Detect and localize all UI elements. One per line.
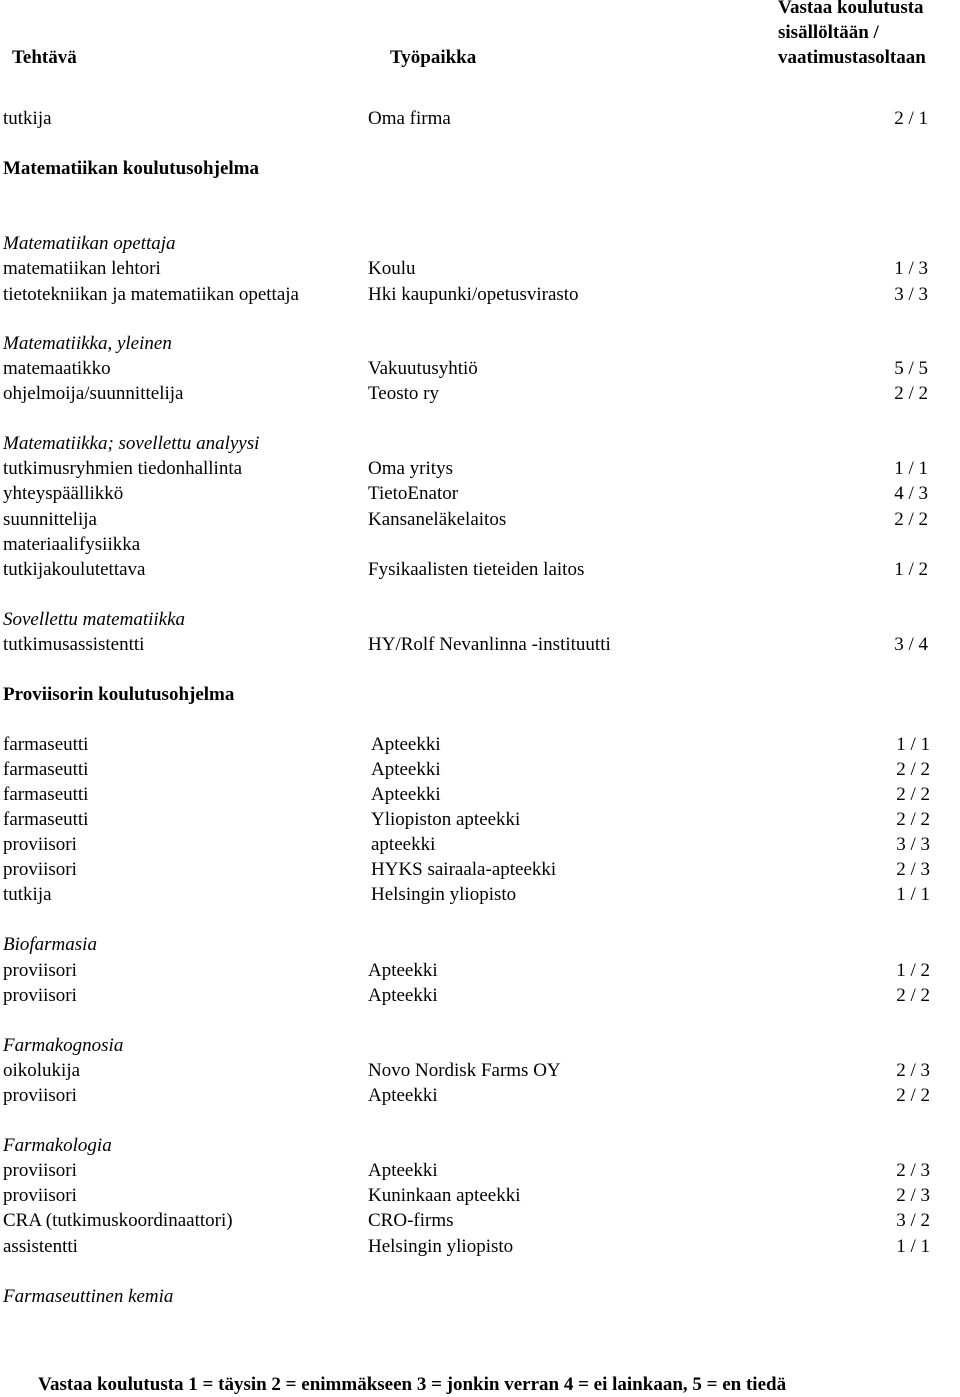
table-row [0, 456, 960, 481]
job-cell: matemaatikko [3, 358, 111, 379]
job-cell: farmaseutti [3, 734, 89, 755]
section-heading-specialization: Biofarmasia [3, 934, 97, 955]
score-cell: 1 / 2 [894, 559, 928, 580]
section-heading-program: Matematiikan koulutusohjelma [3, 158, 259, 179]
table-row [0, 832, 960, 857]
job-cell: tutkijakoulutettava [3, 559, 146, 580]
score-cell: 1 / 2 [896, 960, 930, 981]
score-cell: 2 / 2 [896, 759, 930, 780]
score-cell: 1 / 1 [896, 1236, 930, 1257]
job-cell: oikolukija [3, 1060, 81, 1081]
job-cell: tutkija [3, 108, 52, 129]
table-row [0, 1158, 960, 1183]
place-cell: Oma firma [368, 108, 451, 129]
section-heading-specialization: Matematiikka, yleinen [3, 333, 172, 354]
table-row [0, 632, 960, 657]
section-heading-specialization: Farmakognosia [3, 1035, 124, 1056]
score-cell: 2 / 3 [896, 1160, 930, 1181]
place-cell: Apteekki [371, 759, 441, 780]
table-row [0, 1208, 960, 1233]
table-row [0, 381, 960, 406]
job-cell: proviisori [3, 960, 77, 981]
table-row [0, 256, 960, 281]
score-cell: 3 / 3 [894, 284, 928, 305]
job-cell: tietotekniikan ja matematiikan opettaja [3, 284, 299, 305]
job-cell: proviisori [3, 1085, 77, 1106]
job-cell: yhteyspäällikkö [3, 483, 124, 504]
section-heading-specialization: Matematiikka; sovellettu analyysi [3, 433, 260, 454]
score-cell: 5 / 5 [894, 358, 928, 379]
table-row [0, 1183, 960, 1208]
job-cell: farmaseutti [3, 784, 89, 805]
score-cell: 1 / 1 [896, 734, 930, 755]
place-cell: Apteekki [371, 784, 441, 805]
job-cell: tutkimusryhmien tiedonhallinta [3, 458, 243, 479]
place-cell: Novo Nordisk Farms OY [368, 1060, 561, 1081]
table-row [0, 507, 960, 532]
header-tehtava: Tehtävä [12, 47, 77, 68]
place-cell: Yliopiston apteekki [371, 809, 521, 830]
table-row [0, 757, 960, 782]
table-row [0, 532, 960, 557]
place-cell: Apteekki [368, 1085, 438, 1106]
score-cell: 2 / 2 [896, 809, 930, 830]
score-cell: 3 / 3 [896, 834, 930, 855]
score-cell: 1 / 3 [894, 258, 928, 279]
place-cell: TietoEnator [368, 483, 459, 504]
score-cell: 2 / 2 [894, 383, 928, 404]
job-cell: proviisori [3, 1185, 77, 1206]
table-row [0, 1058, 960, 1083]
header-vastaa-line: vaatimustasoltaan [778, 47, 926, 68]
score-cell: 2 / 1 [894, 108, 928, 129]
job-cell: proviisori [3, 985, 77, 1006]
score-cell: 2 / 3 [896, 1185, 930, 1206]
table-row [0, 983, 960, 1008]
place-cell: Apteekki [368, 985, 438, 1006]
job-cell: proviisori [3, 1160, 77, 1181]
score-cell: 2 / 3 [896, 1060, 930, 1081]
place-cell: Vakuutusyhtiö [368, 358, 478, 379]
score-cell: 2 / 2 [894, 509, 928, 530]
table-row [0, 282, 960, 307]
score-cell: 1 / 1 [894, 458, 928, 479]
place-cell: HY/Rolf Nevanlinna -instituutti [368, 634, 611, 655]
job-cell: materiaalifysiikka [3, 534, 141, 555]
table-row [0, 782, 960, 807]
place-cell: Koulu [368, 258, 416, 279]
table-row [0, 1234, 960, 1259]
section-heading-specialization: Farmakologia [3, 1135, 112, 1156]
place-cell: Hki kaupunki/opetusvirasto [368, 284, 579, 305]
place-cell: Fysikaalisten tieteiden laitos [368, 559, 585, 580]
place-cell: Helsingin yliopisto [368, 1236, 514, 1257]
place-cell: Helsingin yliopisto [371, 884, 517, 905]
section-heading-specialization: Sovellettu matematiikka [3, 609, 186, 630]
place-cell: Apteekki [368, 1160, 438, 1181]
place-cell: apteekki [371, 834, 436, 855]
job-cell: matematiikan lehtori [3, 258, 161, 279]
header-tyopaikka: Työpaikka [390, 47, 477, 68]
place-cell: CRO-firms [368, 1210, 454, 1231]
rating-legend: Vastaa koulutusta 1 = täysin 2 = enimmäkseen 3 = jonkin verran 4 = ei lainkaan, 5 = en tiedä [38, 1374, 787, 1395]
table-row [0, 958, 960, 983]
job-cell: proviisori [3, 859, 77, 880]
table-row [0, 1083, 960, 1108]
table-row [0, 106, 960, 131]
job-cell: farmaseutti [3, 759, 89, 780]
score-cell: 3 / 2 [896, 1210, 930, 1231]
header-vastaa-line: sisällöltään / [778, 22, 879, 43]
place-cell: HYKS sairaala-apteekki [371, 859, 557, 880]
section-heading-specialization: Farmaseuttinen kemia [3, 1286, 174, 1307]
job-cell: proviisori [3, 834, 77, 855]
section-heading-specialization: Matematiikan opettaja [3, 233, 176, 254]
place-cell: Apteekki [368, 960, 438, 981]
job-cell: assistentti [3, 1236, 78, 1257]
table-row [0, 481, 960, 506]
score-cell: 2 / 2 [896, 985, 930, 1006]
job-cell: ohjelmoija/suunnittelija [3, 383, 184, 404]
place-cell: Kansaneläkelaitos [368, 509, 507, 530]
table-row [0, 882, 960, 907]
table-row [0, 857, 960, 882]
table-row [0, 732, 960, 757]
place-cell: Oma yritys [368, 458, 453, 479]
score-cell: 1 / 1 [896, 884, 930, 905]
table-row [0, 557, 960, 582]
score-cell: 2 / 2 [896, 1085, 930, 1106]
score-cell: 2 / 3 [896, 859, 930, 880]
header-vastaa-line: Vastaa koulutusta [778, 0, 924, 18]
job-cell: suunnittelija [3, 509, 97, 530]
job-cell: tutkija [3, 884, 52, 905]
score-cell: 2 / 2 [896, 784, 930, 805]
score-cell: 4 / 3 [894, 483, 928, 504]
place-cell: Kuninkaan apteekki [368, 1185, 521, 1206]
job-cell: tutkimusassistentti [3, 634, 145, 655]
table-row [0, 807, 960, 832]
table-row [0, 356, 960, 381]
place-cell: Apteekki [371, 734, 441, 755]
score-cell: 3 / 4 [894, 634, 928, 655]
section-heading-program: Proviisorin koulutusohjelma [3, 684, 235, 705]
place-cell: Teosto ry [368, 383, 439, 404]
job-cell: farmaseutti [3, 809, 89, 830]
job-cell: CRA (tutkimuskoordinaattori) [3, 1210, 233, 1231]
